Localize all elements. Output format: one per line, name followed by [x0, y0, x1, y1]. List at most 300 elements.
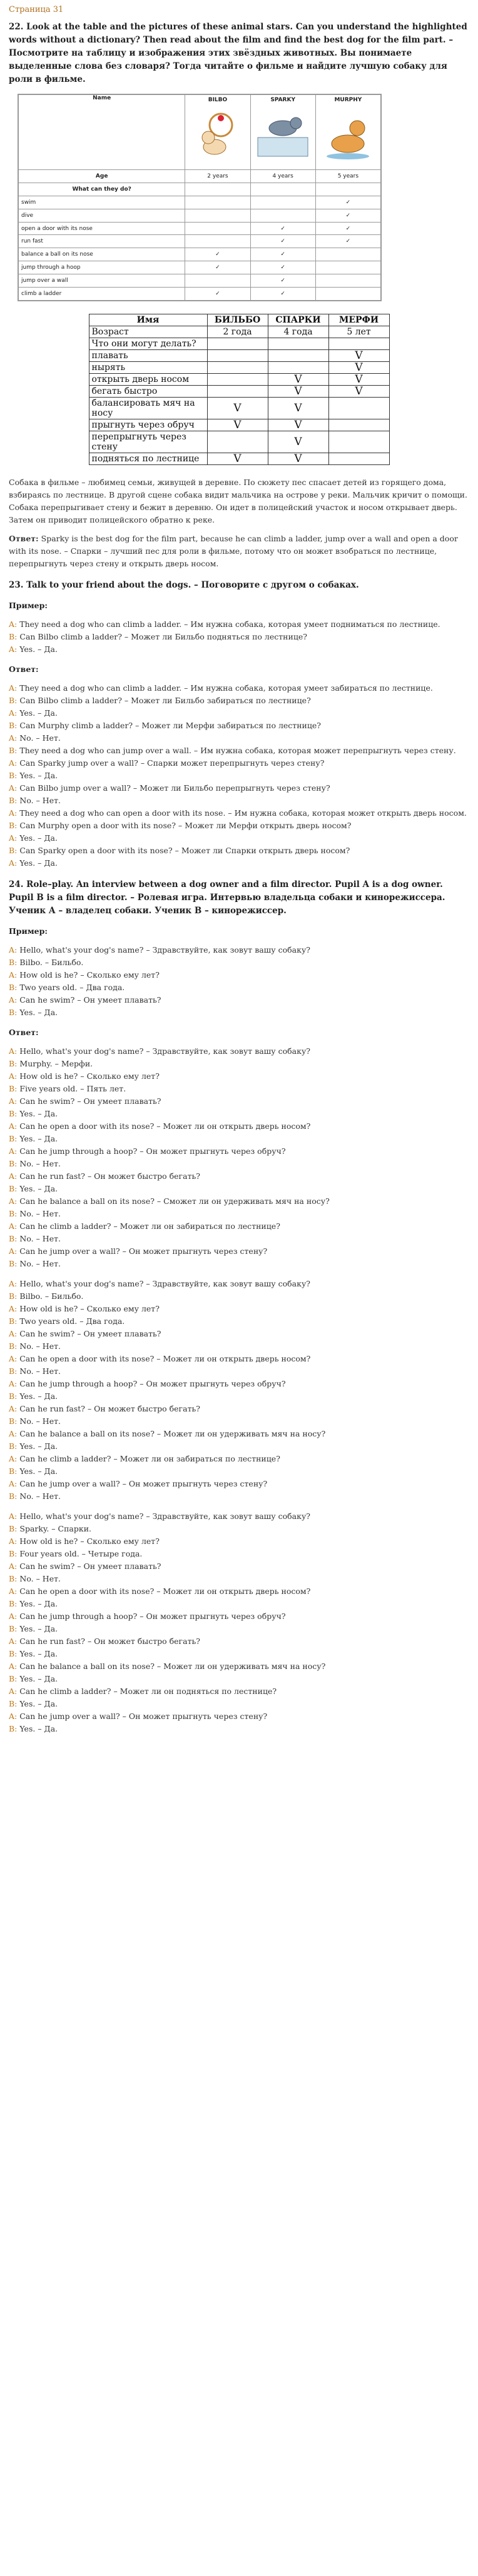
picture-mark: ✓	[185, 288, 250, 301]
film-description: Собака в фильме – любимец семьи, живущей в деревне. По сюжету пес спасает детей из горящего дома, взбираясь по лестнице. В другой сцене собака видит мальчика на острове у реки. Мальчик кричит о помощи. Собака перепрыгивает стену и бежит в деревню. Он идет в полицейский участок и носом открывает дверь. Затем он приводит полицейского обратно к реке.	[9, 478, 467, 524]
picture-row-label: swim	[19, 196, 185, 209]
dialogue-text: Can he open a door with its nose? – Может ли он открыть дверь носом?	[19, 1586, 311, 1596]
dialogue-text: Can he swim? – Он умеет плавать?	[19, 995, 161, 1005]
dialogue-text: No. – Нет.	[19, 1341, 61, 1351]
picture-mark	[315, 248, 380, 261]
speaker-label: A:	[9, 1636, 18, 1646]
dialogue-line	[9, 794, 469, 807]
table-row-label: перепрыгнуть через стену	[89, 431, 207, 453]
speaker-label: A:	[9, 1454, 18, 1463]
dialogue-line	[9, 1208, 469, 1220]
murphy-dog-illustration	[320, 103, 376, 163]
speaker-label: A:	[9, 1196, 18, 1206]
table-mark	[207, 386, 268, 398]
exercise-24-heading: 24. Role–play. An interview between a dog owner and a film director. Pupil A is a dog owner. Pupil B is a film director. – Ролевая игра. Интервью владельца собаки и кинорежиссера. Ученик А – владелец собаки. Ученик В – кинорежиссер.	[9, 880, 445, 916]
speaker-label: A:	[9, 1071, 18, 1081]
dialogue-text: Can he balance a ball on its nose? – Может ли он удерживать мяч на носу?	[19, 1661, 326, 1671]
dialogue-line	[9, 643, 469, 656]
dialogue-line	[9, 744, 469, 757]
speaker-label: B:	[9, 983, 18, 992]
table-mark: V	[268, 398, 328, 419]
example-label: Пример:	[9, 926, 48, 936]
picture-mark	[315, 274, 380, 288]
picture-mark	[185, 235, 250, 248]
picture-row-label: jump through a hoop	[19, 261, 185, 274]
speaker-label: A:	[9, 1536, 18, 1546]
speaker-label: A:	[9, 1561, 18, 1571]
dialogue-text: Yes. – Да.	[19, 1109, 58, 1118]
speaker-label: A:	[9, 758, 18, 768]
speaker-label: A:	[9, 644, 18, 654]
table-age-label: Возраст	[89, 326, 207, 338]
speaker-label: B:	[9, 1109, 18, 1118]
dialogue-text: No. – Нет.	[19, 1416, 61, 1426]
speaker-label: B:	[9, 1159, 18, 1168]
picture-row-label: climb a ladder	[19, 288, 185, 301]
dialogue-line	[9, 1315, 469, 1328]
dialogue-text: Can he jump over a wall? – Он может прыгнуть через стену?	[19, 1711, 268, 1721]
dialogue-line	[9, 1660, 469, 1673]
dialogue-text: Can he balance a ball on its nose? – Может ли он удерживать мяч на носу?	[19, 1429, 326, 1438]
table-mark	[328, 419, 389, 431]
speaker-label: A:	[9, 970, 18, 980]
dialogue-text: Five years old. – Пять лет.	[19, 1084, 126, 1093]
table-row-label: балансировать мяч на носу	[89, 398, 207, 419]
dialogue	[9, 682, 469, 870]
dialogue-line	[9, 1428, 469, 1440]
dialogue-text: Sparky. – Спарки.	[19, 1524, 91, 1533]
dialogue-text: Can he balance a ball on its nose? – Сможет ли он удерживать мяч на носу?	[19, 1196, 330, 1206]
dialogue-text: Can he jump through a hoop? – Он может прыгнуть через обруч?	[19, 1611, 286, 1621]
picture-row-label: open a door with its nose	[19, 222, 185, 235]
speaker-label: A:	[9, 1686, 18, 1696]
table-row-label: Что они могут делать?	[89, 338, 207, 350]
dialogue-text: Can Sparky jump over a wall? – Спарки может перепрыгнуть через стену?	[19, 758, 325, 768]
dialogue-text: Murphy. – Мерфи.	[19, 1059, 93, 1068]
speaker-label: B:	[9, 1649, 18, 1658]
dialogue-line	[9, 1598, 469, 1610]
speaker-label: B:	[9, 1624, 18, 1633]
speaker-label: B:	[9, 1234, 18, 1243]
speaker-label: B:	[9, 1134, 18, 1143]
speaker-label: B:	[9, 1674, 18, 1683]
dialogue-text: Yes. – Да.	[19, 644, 58, 654]
dialogue-line	[9, 682, 469, 694]
dialogue-line	[9, 1120, 469, 1133]
speaker-label: A:	[9, 1661, 18, 1671]
dialogue-line	[9, 1585, 469, 1598]
dialogue-text: Hello, what's your dog's name? – Здравствуйте, как зовут вашу собаку?	[19, 1046, 311, 1056]
dialogue-line	[9, 1548, 469, 1560]
speaker-label: A:	[9, 1711, 18, 1721]
speaker-label: A:	[9, 783, 18, 793]
speaker-label: B:	[9, 721, 18, 730]
dialogue-text: Can Sparky open a door with its nose? – Может ли Спарки открыть дверь носом?	[19, 846, 350, 855]
dialogue-line	[9, 1303, 469, 1315]
picture-mark	[315, 288, 380, 301]
table-age: 2 года	[207, 326, 268, 338]
speaker-label: B:	[9, 1574, 18, 1583]
dialogue-line	[9, 1648, 469, 1660]
speaker-label: B:	[9, 1184, 18, 1193]
dialogue-text: Hello, what's your dog's name? – Здравствуйте, как зовут вашу собаку?	[19, 945, 311, 955]
speaker-label: B:	[9, 771, 18, 780]
dialogue-line	[9, 944, 469, 956]
dialogue-line	[9, 732, 469, 744]
dialogue-text: Yes. – Да.	[19, 833, 58, 843]
dialogue-text: Yes. – Да.	[19, 1624, 58, 1633]
dialogue-line	[9, 1095, 469, 1108]
dialogue-line	[9, 1045, 469, 1058]
picture-age-bilbo: 2 years	[185, 170, 250, 183]
speaker-label: B:	[9, 1441, 18, 1451]
dialogue-line	[9, 1183, 469, 1195]
dialogue-line	[9, 1245, 469, 1258]
table-header: СПАРКИ	[268, 314, 328, 326]
dialogue-line	[9, 844, 469, 857]
dialogue	[9, 1278, 469, 1503]
table-mark	[207, 431, 268, 453]
dialogue-text: Can he jump through a hoop? – Он может прыгнуть через обруч?	[19, 1379, 286, 1388]
dialogue-line	[9, 694, 469, 707]
dialogue-text: Can he run fast? – Он может быстро бегать?	[19, 1404, 200, 1413]
dialogue-line	[9, 1290, 469, 1303]
dialogue-line	[9, 1623, 469, 1635]
picture-row-label: dive	[19, 209, 185, 222]
speaker-label: A:	[9, 1171, 18, 1181]
speaker-label: B:	[9, 1466, 18, 1476]
speaker-label: A:	[9, 1146, 18, 1156]
picture-mark: ✓	[250, 274, 315, 288]
table-mark	[268, 338, 328, 350]
picture-age-murphy: 5 years	[315, 170, 380, 183]
picture-mark	[185, 274, 250, 288]
dialogue	[9, 1045, 469, 1270]
dialogue-line	[9, 631, 469, 643]
picture-age-sparky: 4 years	[250, 170, 315, 183]
table-mark	[207, 338, 268, 350]
dialogue-text: How old is he? – Сколько ему лет?	[19, 1071, 160, 1081]
speaker-label: B:	[9, 696, 18, 705]
dialogue-text: Four years old. – Четыре года.	[19, 1549, 143, 1558]
speaker-label: B:	[9, 1599, 18, 1608]
dialogue-text: Can Murphy open a door with its nose? – Может ли Мерфи открыть дверь носом?	[19, 821, 352, 830]
dialogue-text: Yes. – Да.	[19, 1184, 58, 1193]
exercise-22-heading: 22. Look at the table and the pictures of these animal stars. Can you understand the highlighted words without a dictionary? Then read about the film and find the best dog for the film part. – Посмотрите на таблицу и изображения этих звёздных животных. Вы понимаете выделенные слова без словаря? Тогда читайте о фильме и найдите лучшую собаку для роли в фильме.	[9, 22, 467, 84]
dialogue-text: How old is he? – Сколько ему лет?	[19, 1304, 160, 1313]
picture-bilbo-label: BILBO	[208, 97, 228, 103]
table-mark: V	[207, 419, 268, 431]
speaker-label: A:	[9, 1379, 18, 1388]
answer-label: Ответ:	[9, 664, 39, 674]
picture-mark: ✓	[250, 248, 315, 261]
table-row-label: бегать быстро	[89, 386, 207, 398]
dialogue-line	[9, 1478, 469, 1490]
speaker-label: B:	[9, 821, 18, 830]
dialogue-text: No. – Нет.	[19, 1366, 61, 1376]
speaker-label: A:	[9, 733, 18, 743]
dialogue-text: Yes. – Да.	[19, 858, 58, 868]
speaker-label: B:	[9, 1491, 18, 1501]
dialogue-text: Can he climb a ladder? – Может ли он забираться по лестнице?	[19, 1454, 280, 1463]
picture-murphy-label: MURPHY	[334, 97, 362, 103]
dialogue-text: Yes. – Да.	[19, 708, 58, 718]
dialogue-line	[9, 994, 469, 1006]
picture-sparky-label: SPARKY	[270, 97, 295, 103]
dialogue-line	[9, 857, 469, 870]
dialogue-line	[9, 981, 469, 994]
picture-mark: ✓	[185, 248, 250, 261]
table-mark	[207, 374, 268, 386]
dialogue-line	[9, 782, 469, 794]
dialogue-text: Yes. – Да.	[19, 1674, 58, 1683]
table-mark: V	[207, 453, 268, 465]
dialogue-text: Can Murphy climb a ladder? – Может ли Мерфи забираться по лестнице?	[19, 721, 322, 730]
table-row-label: плавать	[89, 350, 207, 362]
dialogue-text: Yes. – Да.	[19, 1699, 58, 1708]
dialogue-text: Can he open a door with its nose? – Может ли он открыть дверь носом?	[19, 1354, 311, 1363]
speaker-label: B:	[9, 1316, 18, 1326]
speaker-label: A:	[9, 1046, 18, 1056]
dialogue-text: They need a dog who can jump over a wall. – Им нужна собака, которая может перепрыгнуть через стену.	[19, 746, 456, 755]
dialogue-line	[9, 1133, 469, 1145]
speaker-label: A:	[9, 1354, 18, 1363]
speaker-label: A:	[9, 945, 18, 955]
speaker-label: A:	[9, 1304, 18, 1313]
picture-can-sparky	[250, 183, 315, 196]
speaker-label: A:	[9, 1586, 18, 1596]
speaker-label: A:	[9, 1511, 18, 1521]
table-row-label: подняться по лестнице	[89, 453, 207, 465]
speaker-label: B:	[9, 1341, 18, 1351]
answer-label: Ответ:	[9, 534, 39, 543]
picture-mark: ✓	[315, 196, 380, 209]
dialogue-line	[9, 956, 469, 969]
dialogue-text: How old is he? – Сколько ему лет?	[19, 1536, 160, 1546]
speaker-label: A:	[9, 1246, 18, 1256]
speaker-label: A:	[9, 1329, 18, 1338]
dialogue-text: No. – Нет.	[19, 1234, 61, 1243]
dialogue-line	[9, 1006, 469, 1019]
speaker-label: A:	[9, 808, 18, 818]
speaker-label: B:	[9, 1391, 18, 1401]
picture-mark: ✓	[185, 261, 250, 274]
dialogue-line	[9, 1673, 469, 1685]
dialogue-line	[9, 769, 469, 782]
animal-stars-picture	[18, 94, 382, 301]
picture-mark: ✓	[250, 222, 315, 235]
dialogue-line	[9, 1220, 469, 1233]
dialogue-text: Can he jump over a wall? – Он может прыгнуть через стену?	[19, 1479, 268, 1488]
dialogue-text: Hello, what's your dog's name? – Здравствуйте, как зовут вашу собаку?	[19, 1279, 311, 1288]
speaker-label: B:	[9, 632, 18, 641]
picture-mark	[185, 196, 250, 209]
picture-mark	[185, 222, 250, 235]
dialogue-line	[9, 1258, 469, 1270]
dialogue-text: No. – Нет.	[19, 1491, 61, 1501]
dialogue-text: Can he run fast? – Он может быстро бегать?	[19, 1171, 200, 1181]
picture-murphy-cell	[315, 95, 380, 170]
dialogue-line	[9, 719, 469, 732]
picture-age-label: Age	[19, 170, 185, 183]
dialogue	[9, 1510, 469, 1735]
speaker-label: B:	[9, 1059, 18, 1068]
table-mark: V	[268, 453, 328, 465]
dialogue-text: Yes. – Да.	[19, 1599, 58, 1608]
dialogue	[9, 944, 469, 1019]
dialogue-line	[9, 1490, 469, 1503]
picture-sparky-cell	[250, 95, 315, 170]
dialogue-line	[9, 1523, 469, 1535]
dialogue-line	[9, 1685, 469, 1698]
dialogue-line	[9, 1083, 469, 1095]
picture-row-label: balance a ball on its nose	[19, 248, 185, 261]
speaker-label: A:	[9, 1096, 18, 1106]
speaker-label: B:	[9, 1209, 18, 1218]
dialogue-text: Can he jump through a hoop? – Он может прыгнуть через обруч?	[19, 1146, 286, 1156]
speaker-label: A:	[9, 1429, 18, 1438]
dialogue-line	[9, 1108, 469, 1120]
dialogue-text: Can he swim? – Он умеет плавать?	[19, 1561, 161, 1571]
speaker-label: B:	[9, 958, 18, 967]
picture-mark	[315, 261, 380, 274]
dialogue-line	[9, 757, 469, 769]
dialogue-line	[9, 1535, 469, 1548]
dialogue-text: Can he open a door with its nose? – Может ли он открыть дверь носом?	[19, 1121, 311, 1131]
speaker-label: B:	[9, 746, 18, 755]
table-age: 4 года	[268, 326, 328, 338]
dialogue-line	[9, 1635, 469, 1648]
picture-mark	[250, 196, 315, 209]
table-mark	[328, 338, 389, 350]
speaker-label: B:	[9, 1699, 18, 1708]
dialogue-line	[9, 1340, 469, 1353]
table-mark: V	[268, 374, 328, 386]
dialogue-text: Yes. – Да.	[19, 1441, 58, 1451]
dialogue-line	[9, 1378, 469, 1390]
table-row-label: открыть дверь носом	[89, 374, 207, 386]
dialogue-text: Bilbo. – Бильбо.	[19, 958, 84, 967]
table-mark: V	[328, 374, 389, 386]
dialogue-text: Yes. – Да.	[19, 771, 58, 780]
dialogue-line	[9, 1195, 469, 1208]
speaker-label: B:	[9, 1291, 18, 1301]
dialogue-line	[9, 1560, 469, 1573]
speaker-label: B:	[9, 1524, 18, 1533]
table-row-label: прыгнуть через обруч	[89, 419, 207, 431]
exercise-22-answer	[9, 533, 469, 570]
speaker-label: A:	[9, 619, 18, 629]
picture-mark	[185, 209, 250, 222]
page-link[interactable]: Страница 31	[9, 5, 64, 14]
speaker-label: B:	[9, 846, 18, 855]
dialogue-text: No. – Нет.	[19, 796, 61, 805]
dialogue-text: Can he climb a ladder? – Может ли он забираться по лестнице?	[19, 1221, 280, 1231]
table-mark	[328, 431, 389, 453]
speaker-label: B:	[9, 1416, 18, 1426]
dialogue-text: Can he climb a ladder? – Может ли он подняться по лестнице?	[19, 1686, 277, 1696]
dialogue-line	[9, 1573, 469, 1585]
table-mark: V	[268, 419, 328, 431]
table-mark	[268, 362, 328, 374]
table-mark: V	[268, 386, 328, 398]
dialogue-line	[9, 707, 469, 719]
dialogue-line	[9, 1328, 469, 1340]
dialogue-text: Yes. – Да.	[19, 1724, 58, 1733]
table-header: МЕРФИ	[328, 314, 389, 326]
dialogue-text: Yes. – Да.	[19, 1008, 58, 1017]
speaker-label: B:	[9, 796, 18, 805]
dialogue	[9, 618, 469, 656]
picture-mark: ✓	[250, 261, 315, 274]
table-mark: V	[268, 431, 328, 453]
picture-row-label: jump over a wall	[19, 274, 185, 288]
dialogue-text: No. – Нет.	[19, 1159, 61, 1168]
dialogue-line	[9, 832, 469, 844]
table-mark	[328, 398, 389, 419]
dialogue-text: Yes. – Да.	[19, 1391, 58, 1401]
dialogue-text: Yes. – Да.	[19, 1466, 58, 1476]
speaker-label: A:	[9, 1479, 18, 1488]
table-mark	[207, 362, 268, 374]
dialogue-text: Can he swim? – Он умеет плавать?	[19, 1096, 161, 1106]
dialogue-text: Bilbo. – Бильбо.	[19, 1291, 84, 1301]
speaker-label: B:	[9, 1259, 18, 1268]
dialogue-text: Two years old. – Два года.	[19, 1316, 125, 1326]
speaker-label: A:	[9, 1279, 18, 1288]
dialogue-text: Hello, what's your dog's name? – Здравствуйте, как зовут вашу собаку?	[19, 1511, 311, 1521]
speaker-label: A:	[9, 683, 18, 693]
picture-name-header	[19, 95, 185, 170]
table-mark: V	[328, 350, 389, 362]
dialogue-line	[9, 1365, 469, 1378]
dialogue-text: Can he jump over a wall? – Он может прыгнуть через стену?	[19, 1246, 268, 1256]
picture-bilbo-cell	[185, 95, 250, 170]
picture-mark: ✓	[250, 288, 315, 301]
speaker-label: A:	[9, 1221, 18, 1231]
answer-label: Ответ:	[9, 1028, 39, 1037]
dialogue-text: Can he run fast? – Он может быстро бегать?	[19, 1636, 200, 1646]
speaker-label: A:	[9, 833, 18, 843]
picture-mark: ✓	[315, 222, 380, 235]
dialogue-line	[9, 1710, 469, 1723]
dialogue-text: No. – Нет.	[19, 733, 61, 743]
picture-mark: ✓	[315, 235, 380, 248]
dialogue-line	[9, 1403, 469, 1415]
dialogue-text: Yes. – Да.	[19, 1649, 58, 1658]
dialogue-line	[9, 1170, 469, 1183]
table-mark	[207, 350, 268, 362]
dialogue-line	[9, 819, 469, 832]
table-header: БИЛЬБО	[207, 314, 268, 326]
picture-can-bilbo	[185, 183, 250, 196]
dialogue-line	[9, 1278, 469, 1290]
example-label: Пример:	[9, 601, 48, 610]
dialogue-text: No. – Нет.	[19, 1259, 61, 1268]
speaker-label: B:	[9, 1084, 18, 1093]
dialogue-text: They need a dog who can open a door with its nose. – Им нужна собака, которая может открыть дверь носом.	[19, 808, 467, 818]
dialogue-text: Yes. – Да.	[19, 1134, 58, 1143]
speaker-label: B:	[9, 1724, 18, 1733]
dialogue-line	[9, 1453, 469, 1465]
bilbo-dog-illustration	[190, 103, 246, 163]
dialogue-text: Can Bilbo climb a ladder? – Может ли Бильбо подняться по лестнице?	[19, 632, 307, 641]
speaker-label: B:	[9, 1008, 18, 1017]
dialogue-text: They need a dog who can climb a ladder. – Им нужна собака, которая умеет забираться по лестнице.	[19, 683, 433, 693]
table-mark	[328, 453, 389, 465]
dialogue-line	[9, 1510, 469, 1523]
table-age: 5 лет	[328, 326, 389, 338]
